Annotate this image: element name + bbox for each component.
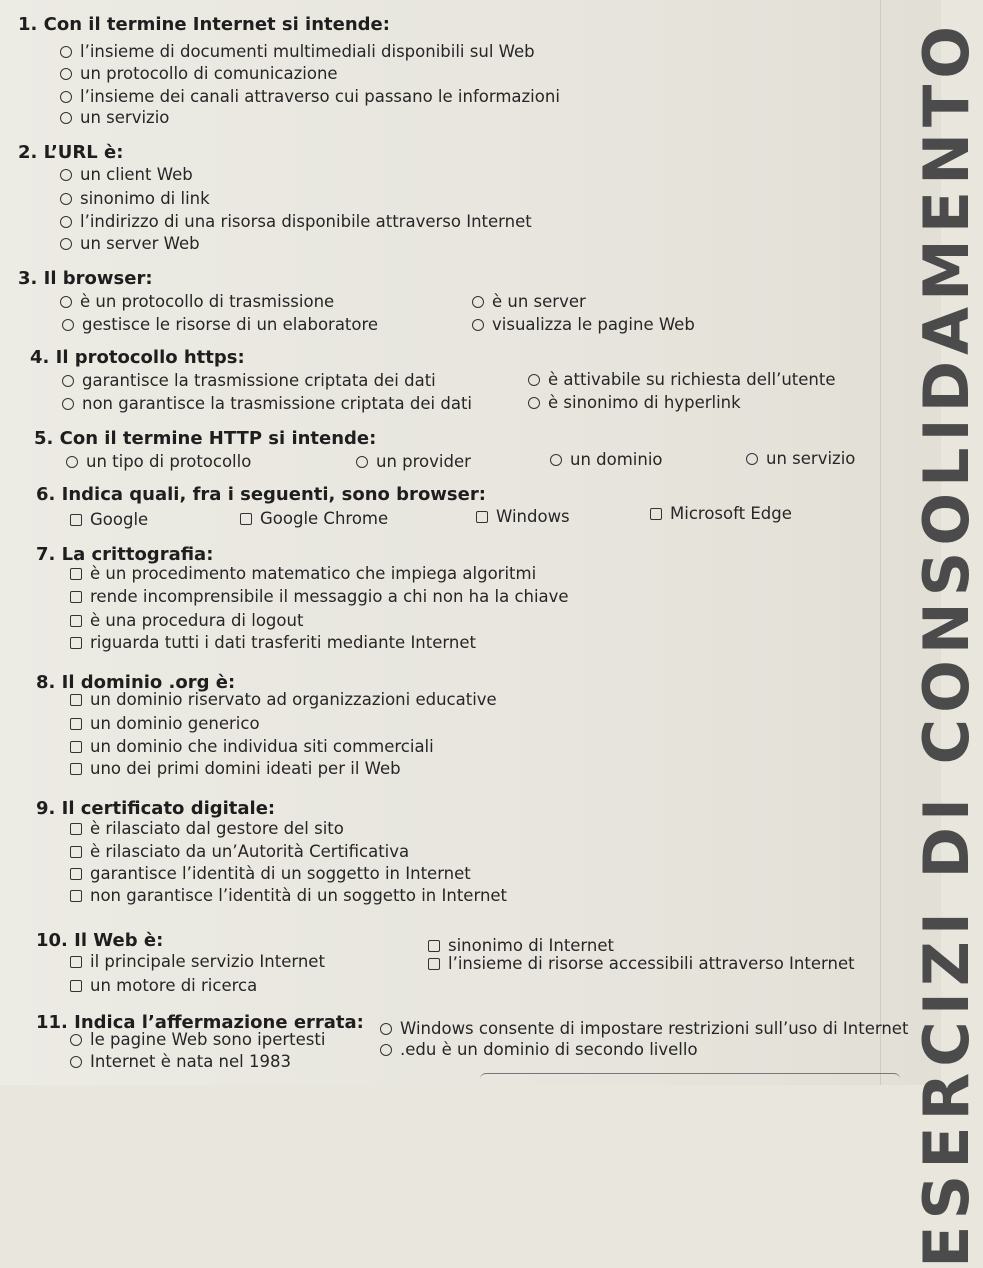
radio-icon[interactable] [528,397,540,409]
question-11-title: 11. Indica l’affermazione errata: [36,1012,364,1033]
q2-option-1[interactable]: un client Web [60,165,193,184]
q9-option-4[interactable]: non garantisce l’identità di un soggetto in Internet [70,886,507,905]
q10-option-2[interactable]: sinonimo di Internet [428,936,614,955]
checkbox-icon[interactable] [70,741,82,753]
q7-option-3[interactable]: è una procedura di logout [70,611,303,630]
checkbox-icon[interactable] [428,940,440,952]
q11-option-4[interactable]: .edu è un dominio di secondo livello [380,1040,698,1059]
question-2-title: 2. L’URL è: [18,142,124,163]
checkbox-icon[interactable] [70,980,82,992]
q7-option-2[interactable]: rende incomprensibile il messaggio a chi non ha la chiave [70,587,569,606]
q2-option-2[interactable]: sinonimo di link [60,189,210,208]
question-6-title: 6. Indica quali, fra i seguenti, sono browser: [36,484,486,505]
q1-option-2[interactable]: un protocollo di comunicazione [60,64,338,83]
radio-icon[interactable] [60,216,72,228]
checkbox-icon[interactable] [70,591,82,603]
radio-icon[interactable] [60,46,72,58]
q3-option-1[interactable]: è un protocollo di trasmissione [60,292,334,311]
q11-option-2[interactable]: Windows consente di impostare restrizioni sull’uso di Internet [380,1019,908,1038]
q1-option-4[interactable]: un servizio [60,108,169,127]
radio-icon[interactable] [62,398,74,410]
question-1-title: 1. Con il termine Internet si intende: [18,14,390,35]
checkbox-icon[interactable] [70,763,82,775]
question-3-title: 3. Il browser: [18,268,153,289]
q10-option-1[interactable]: il principale servizio Internet [70,952,325,971]
q4-option-4[interactable]: è sinonimo di hyperlink [528,393,741,412]
question-9-title: 9. Il certificato digitale: [36,798,276,819]
question-7-title: 7. La crittografia: [36,544,214,565]
q9-option-1[interactable]: è rilasciato dal gestore del sito [70,819,344,838]
q2-option-3[interactable]: l’indirizzo di una risorsa disponibile attraverso Internet [60,212,532,231]
sidebar-title: ESERCIZI DI CONSOLIDAMENTO [910,20,983,1268]
radio-icon[interactable] [472,296,484,308]
radio-icon[interactable] [60,238,72,250]
radio-icon[interactable] [60,68,72,80]
q8-option-3[interactable]: un dominio che individua siti commerciali [70,737,434,756]
checkbox-icon[interactable] [476,511,488,523]
radio-icon[interactable] [70,1034,82,1046]
checkbox-icon[interactable] [70,890,82,902]
question-4-title: 4. Il protocollo https: [30,347,245,368]
checkbox-icon[interactable] [650,508,662,520]
q10-option-3[interactable]: un motore di ricerca [70,976,257,995]
page-curve-divider [480,1073,900,1086]
q9-option-3[interactable]: garantisce l’identità di un soggetto in Internet [70,864,471,883]
radio-icon[interactable] [746,453,758,465]
q11-option-1[interactable]: le pagine Web sono ipertesti [70,1030,325,1049]
question-8-title: 8. Il dominio .org è: [36,672,236,693]
checkbox-icon[interactable] [70,615,82,627]
q7-option-4[interactable]: riguarda tutti i dati trasferiti mediante Internet [70,633,476,652]
radio-icon[interactable] [380,1044,392,1056]
radio-icon[interactable] [62,319,74,331]
radio-icon[interactable] [60,169,72,181]
q6-option-2[interactable]: Google Chrome [240,509,388,528]
checkbox-icon[interactable] [70,718,82,730]
q8-option-2[interactable]: un dominio generico [70,714,260,733]
checkbox-icon[interactable] [70,637,82,649]
q8-option-1[interactable]: un dominio riservato ad organizzazioni educative [70,690,497,709]
radio-icon[interactable] [60,112,72,124]
radio-icon[interactable] [70,1056,82,1068]
q2-option-4[interactable]: un server Web [60,234,200,253]
checkbox-icon[interactable] [70,694,82,706]
q4-option-2[interactable]: è attivabile su richiesta dell’utente [528,370,836,389]
radio-icon[interactable] [60,296,72,308]
q5-option-1[interactable]: un tipo di protocollo [66,452,251,471]
checkbox-icon[interactable] [240,513,252,525]
q4-option-3[interactable]: non garantisce la trasmissione criptata dei dati [62,394,472,413]
radio-icon[interactable] [550,454,562,466]
radio-icon[interactable] [380,1023,392,1035]
q6-option-4[interactable]: Microsoft Edge [650,504,792,523]
checkbox-icon[interactable] [70,823,82,835]
checkbox-icon[interactable] [70,868,82,880]
q5-option-2[interactable]: un provider [356,452,471,471]
radio-icon[interactable] [472,319,484,331]
radio-icon[interactable] [62,375,74,387]
q5-option-3[interactable]: un dominio [550,450,663,469]
radio-icon[interactable] [66,456,78,468]
q1-option-1[interactable]: l’insieme di documenti multimediali disponibili sul Web [60,42,535,61]
checkbox-icon[interactable] [70,846,82,858]
radio-icon[interactable] [528,374,540,386]
q7-option-1[interactable]: è un procedimento matematico che impiega algoritmi [70,564,536,583]
q10-option-4[interactable]: l’insieme di risorse accessibili attraverso Internet [428,954,855,973]
q3-option-4[interactable]: visualizza le pagine Web [472,315,695,334]
q3-option-3[interactable]: gestisce le risorse di un elaboratore [62,315,378,334]
q1-option-3[interactable]: l’insieme dei canali attraverso cui passano le informazioni [60,87,560,106]
q3-option-2[interactable]: è un server [472,292,586,311]
radio-icon[interactable] [60,193,72,205]
question-5-title: 5. Con il termine HTTP si intende: [34,428,377,449]
checkbox-icon[interactable] [70,514,82,526]
checkbox-icon[interactable] [70,956,82,968]
q8-option-4[interactable]: uno dei primi domini ideati per il Web [70,759,401,778]
checkbox-icon[interactable] [428,958,440,970]
q6-option-3[interactable]: Windows [476,507,570,526]
checkbox-icon[interactable] [70,568,82,580]
radio-icon[interactable] [60,91,72,103]
q11-option-3[interactable]: Internet è nata nel 1983 [70,1052,291,1071]
question-10-title: 10. Il Web è: [36,930,164,951]
q5-option-4[interactable]: un servizio [746,449,855,468]
q6-option-1[interactable]: Google [70,510,148,529]
q4-option-1[interactable]: garantisce la trasmissione criptata dei dati [62,371,436,390]
q9-option-2[interactable]: è rilasciato da un’Autorità Certificativa [70,842,409,861]
radio-icon[interactable] [356,456,368,468]
